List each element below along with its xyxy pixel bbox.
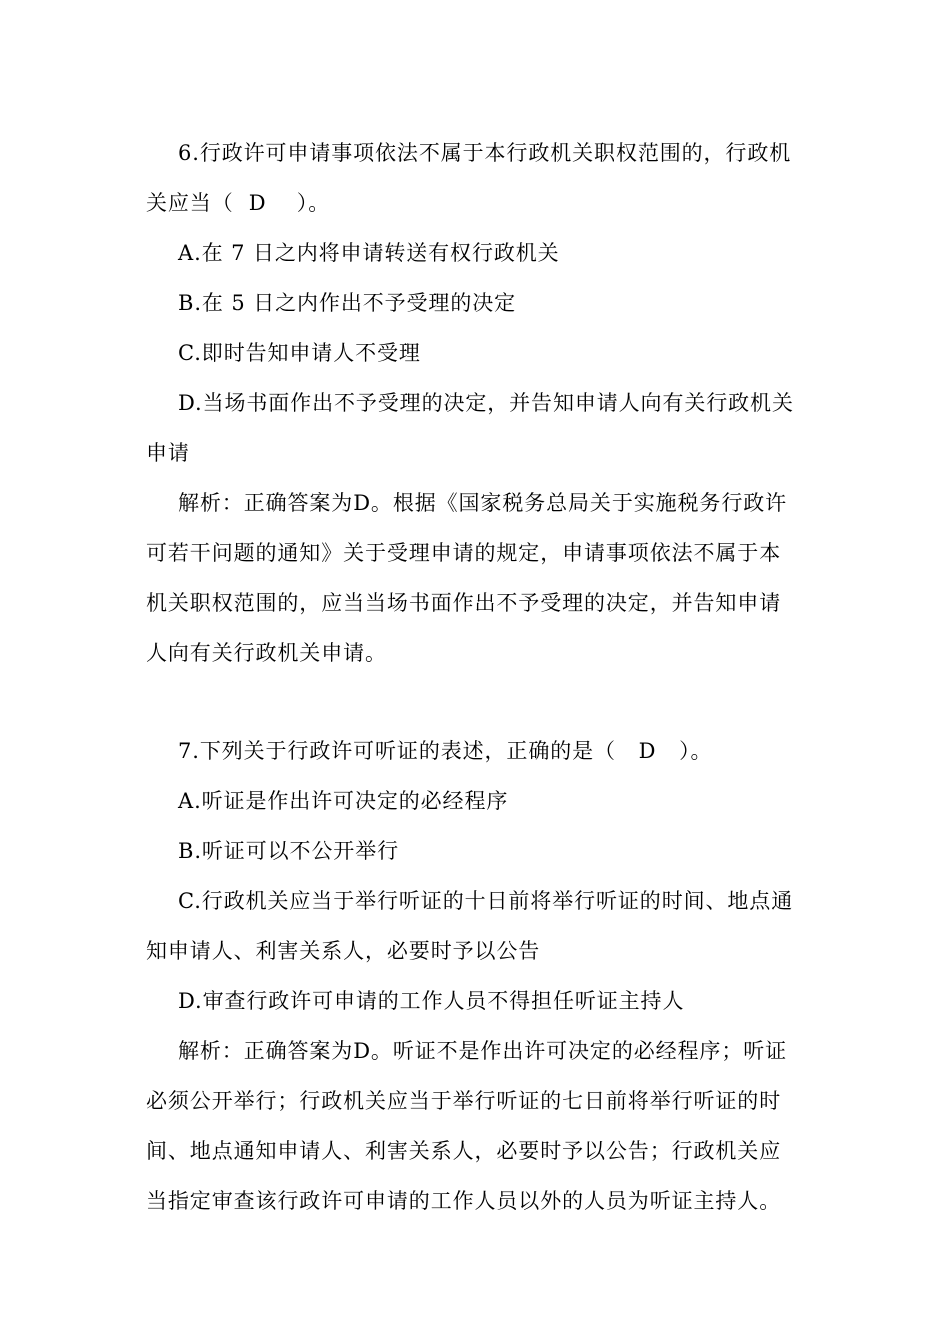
- question-7: [146, 726, 816, 1226]
- option-d: D.当场书面作出不予受理的决定，并告知申请人向有关行政机关: [178, 391, 794, 415]
- analysis-text-continued: 必须公开举行；行政机关应当于举行听证的七日前将举行听证的时: [146, 1089, 782, 1113]
- option-c-continued: 知申请人、利害关系人，必要时予以公告: [146, 939, 541, 963]
- analysis-text-continued: 当指定审查该行政许可申请的工作人员以外的人员为听证主持人。: [146, 1189, 782, 1213]
- analysis-text-continued: 机关职权范围的，应当当场书面作出不予受理的决定，并告知申请: [146, 591, 782, 615]
- analysis-text: 解析：正确答案为D。听证不是作出许可决定的必经程序；听证: [178, 1039, 788, 1063]
- option-a: A.在 7 日之内将申请转送有权行政机关: [178, 241, 560, 265]
- question-stem: 6.行政许可申请事项依法不属于本行政机关职权范围的，行政机: [178, 141, 792, 165]
- question-6: [146, 128, 816, 678]
- question-stem: 7.下列关于行政许可听证的表述，正确的是（ D ）。: [178, 739, 713, 763]
- option-d: D.审查行政许可申请的工作人员不得担任听证主持人: [178, 989, 685, 1013]
- analysis-text-continued: 可若干问题的通知》关于受理申请的规定，申请事项依法不属于本: [146, 541, 782, 565]
- question-stem-continued: 关应当（ D ）。: [146, 191, 331, 215]
- option-b: B.听证可以不公开举行: [178, 839, 400, 863]
- option-a: A.听证是作出许可决定的必经程序: [178, 789, 509, 813]
- analysis-text-continued: 人向有关行政机关申请。: [146, 641, 387, 665]
- option-b: B.在 5 日之内作出不予受理的决定: [178, 291, 517, 315]
- option-c: C.即时告知申请人不受理: [178, 341, 421, 365]
- analysis-text: 解析：正确答案为D。根据《国家税务总局关于实施税务行政许: [178, 491, 788, 515]
- analysis-text-continued: 间、地点通知申请人、利害关系人，必要时予以公告；行政机关应: [146, 1139, 782, 1163]
- option-c: C.行政机关应当于举行听证的十日前将举行听证的时间、地点通: [178, 889, 794, 913]
- option-d-continued: 申请: [146, 441, 190, 465]
